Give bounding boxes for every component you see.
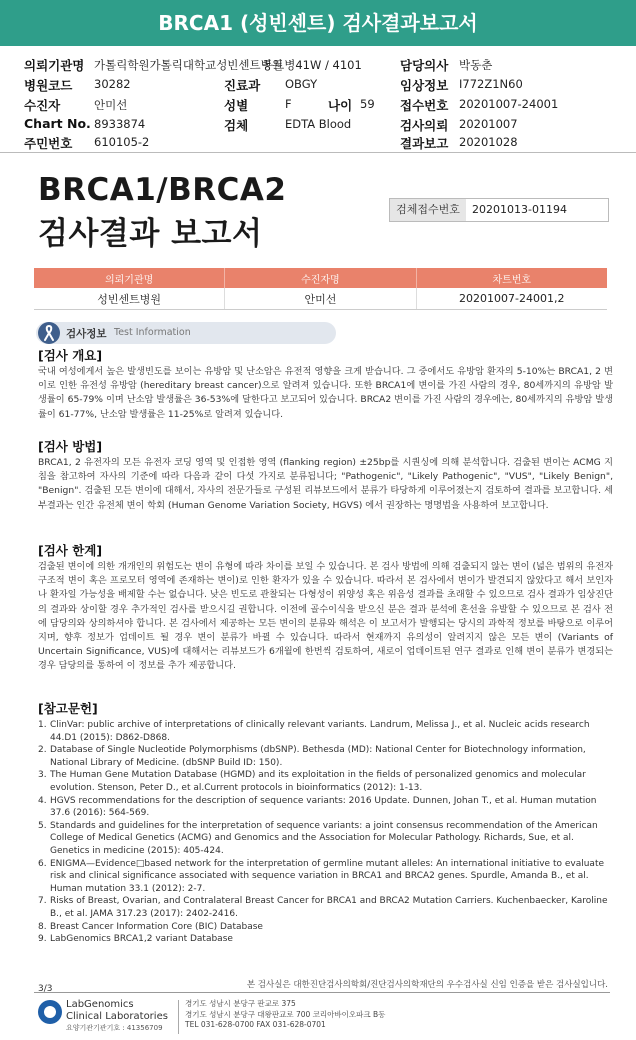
sex-value: F — [285, 97, 292, 111]
specimen-label: 검체 — [224, 118, 249, 133]
header-divider — [0, 152, 636, 153]
list-item: 4. HGVS recommendations for the description of sequence variants: 2016 Update. Dunnen, Johan T., et al. Human mutation 37.6 (2016): 564-569. — [38, 795, 597, 819]
document-title-line2: 검사결과 보고서 — [38, 216, 263, 252]
clinical-info-label: 임상정보 — [400, 78, 449, 93]
table-header-cell: 차트번호 — [416, 268, 607, 288]
rrn-label: 주민번호 — [24, 136, 73, 151]
table-cell: 안미선 — [225, 288, 416, 310]
list-item: 6. ENIGMA—Evidence□based network for the interpretation of germline mutant alleles: An international initiative to evaluate risk and clinical significance associated with sequence variation in BRCA1 and BRCA2 genes. Spurdle, Amanda B., et al. Human mutation 33.1 (2012): 2-7. — [38, 858, 605, 894]
hospital-code-value: 30282 — [94, 77, 131, 91]
document-title — [38, 168, 286, 256]
company-name — [66, 999, 168, 1023]
method-section — [38, 439, 613, 513]
reference-text: Database of Single Nucleotide Polymorphisms (dbSNP). Bethesda (MD): National Center for Biotechnology information, National Library of Medicine. (dbSNP Build ID: 150). — [50, 745, 586, 768]
reference-text: HGVS recommendations for the description of sequence variants: 2016 Update. Dunnen, Johan T., et al. Human mutation 37.6 (2016): 564-569. — [50, 795, 597, 819]
section-title: 검사정보 — [66, 328, 107, 340]
company-name-line1: LabGenomics — [66, 999, 134, 1010]
report-date-label: 결과보고 — [400, 136, 449, 151]
page-number: 3/3 — [38, 984, 53, 994]
doctor-value: 박동춘 — [459, 58, 493, 72]
address-line1: 경기도 성남시 분당구 판교로 375 — [185, 999, 296, 1008]
request-date-label: 검사의뢰 — [400, 118, 449, 133]
institution-value: 가톨릭학원가톨릭대학교성빈센트병원 — [94, 58, 283, 72]
labgenomics-logo-icon — [38, 1000, 62, 1024]
age-label: 나이 — [328, 98, 353, 113]
report-banner-title: BRCA1 (성빈센트) 검사결과보고서 — [0, 0, 636, 46]
list-item: 1. ClinVar: public archive of interpretations of clinically relevant variants. Landrum, Melissa J., et al. Nucleic acids research 44.D1 (2015): D862-D868. — [38, 720, 590, 743]
specimen-value: EDTA Blood — [285, 117, 352, 131]
limitation-body: 검출된 변이에 의한 개개인의 위험도는 변이 유형에 따라 차이를 보일 수 있습니다. 본 검사 방법에 의해 검출되지 않는 변이 (넓은 범위의 유전자 구조적 변이 혹은 프로모터 영역에 존재하는 변이)로 인한 환자가 있을 수 있습니다. 따라서 본 검사에서 변이가 발견되지 않았다고 해서 보인자나 환자일 가능성을 배제할 수는 없습니다. 낮은 빈도로 관찰되는 다형성이 위양성 혹은 위음성 결과를 초래할 수 있으므로 검사 결과가 임상진단의 결과와 상이할 경우 추가적인 검사를 받으시길 권합니다. 이전에 골수이식을 받으신 분은 결과 분석에 혼선을 유발할 수 있으므로 본 검사 전에 담당의와 상의하셔야 합니다. 본 검사에서 제공하는 모든 변이의 분류와 해석은 이 보고서가 발행되는 당시의 과학적 정보를 바탕으로 이루어지며, 향후 정보가 업데이트 될 경우 변이 분류가 바뀔 수 있습니다. 따라서 현재까지 유의성이 알려지지 않은 모든 변이 (Variants of Uncertain Significance, VUS)에 대해서는 리뷰보드가 6개월에 한번씩 검토하여, 새로이 업데이트된 연구 결과로 인해 변이 분류가 변경되는 경우 담당의를 통하여 이 정보를 추가 제공합니다. — [38, 561, 613, 672]
table-header-row — [34, 268, 607, 288]
table-cell: 20201007-24001,2 — [416, 288, 607, 310]
accession-box — [389, 198, 609, 222]
chart-no-value: 8933874 — [94, 117, 146, 131]
references-heading: [참고문헌] — [38, 701, 98, 716]
list-item: 5. Standards and guidelines for the interpretation of sequence variants: a joint consensus recommendation of the American College of Medical Genetics (ACMG) and Genomics and the Association for Molecular Pathology. Richards, Sue, et al. Genetics in medicine (2015): 405-424. — [38, 820, 598, 856]
address-line2: 경기도 성남시 분당구 대왕판교로 700 코리아바이오파크 B동 — [185, 1009, 386, 1019]
footer-vertical-divider — [178, 1000, 179, 1034]
age-value: 59 — [360, 97, 375, 111]
list-item: 9. LabGenomics BRCA1,2 variant Database — [38, 934, 233, 945]
patient-value: 안미선 — [94, 98, 128, 112]
dept-label: 진료과 — [224, 78, 261, 93]
receipt-value: 20201007-24001 — [459, 97, 559, 111]
table-row — [34, 288, 607, 310]
chart-no-label: Chart No. — [24, 116, 91, 131]
method-heading: [검사 방법] — [38, 439, 103, 454]
clinical-info-value: I772Z1N60 — [459, 77, 523, 91]
dept-value: OBGY — [285, 77, 318, 91]
ward-value: 동트병41W / 4101 — [262, 58, 362, 72]
company-name-line2: Clinical Laboratories — [66, 1011, 168, 1022]
accession-label: 검체접수번호 — [390, 199, 466, 221]
section-subtitle: Test Information — [114, 327, 191, 338]
ribbon-icon — [38, 322, 60, 344]
reference-text: LabGenomics BRCA1,2 variant Database — [50, 934, 233, 945]
document-title-line1: BRCA1/BRCA2 — [38, 172, 287, 208]
hospital-code-label: 병원코드 — [24, 78, 73, 93]
references-section — [38, 701, 613, 946]
company-address — [185, 999, 385, 1031]
certification-note: 본 검사실은 대한진단검사의학회/진단검사의학재단의 우수검사실 신임 인증을 받은 검사실입니다. — [246, 980, 608, 990]
list-item: 8. Breast Cancer Information Core (BIC) Database — [38, 921, 263, 932]
overview-section — [38, 348, 613, 422]
institution-code: 요양기관기관기호 : 41356709 — [66, 1024, 163, 1032]
institution-label: 의뢰기관명 — [24, 58, 85, 73]
sex-label: 성별 — [224, 98, 249, 113]
overview-heading: [검사 개요] — [38, 348, 103, 363]
reference-text: Risks of Breast, Ovarian, and Contralateral Breast Cancer for BRCA1 and BRCA2 Mutation Carriers. Kuchenbaecker, Karoline B., et al. JAMA 317.23 (2017): 2402-2416. — [50, 896, 608, 919]
reference-text: The Human Gene Mutation Database (HGMD) and its exploitation in the fields of personalized genomics and molecular evolution. Stenson, Peter D., et al.Current protocols in bioinformatics (2012): 1-13. — [50, 770, 586, 793]
patient-label: 수진자 — [24, 98, 61, 113]
list-item: 2. Database of Single Nucleotide Polymorphisms (dbSNP). Bethesda (MD): National Center for Biotechnology information, National Library of Medicine. (dbSNP Build ID: 150). — [38, 745, 586, 768]
table-cell: 성빈센트병원 — [34, 288, 225, 310]
reference-text: Breast Cancer Information Core (BIC) Database — [50, 921, 263, 932]
request-date-value: 20201007 — [459, 117, 518, 131]
rrn-value: 610105-2 — [94, 135, 150, 149]
report-date-value: 20201028 — [459, 135, 518, 149]
table-header-cell: 의뢰기관명 — [34, 268, 225, 288]
method-body: BRCA1, 2 유전자의 모든 유전자 코딩 영역 및 인접한 영역 (flanking region) ±25bp를 시퀀싱에 의해 분석합니다. 검출된 변이는 ACMG 지침을 참고하여 자사의 기준에 따라 다음과 같이 다섯 가지로 분류됩니다; "Pathogenic", "Likely Pathogenic", "VUS", "Likely Benign", "Benign". 검출된 모든 변이에 대해서, 자사의 전문가들로 구성된 리뷰보드에서 분류가 타당하게 이루어졌는지 검토하여 결과를 보고합니다. 세부결과는 인간 유전체 변이 학회 (Human Genome Variation Society, HGVS) 에서 권장하는 명명법을 사용하여 보고합니다. — [38, 457, 613, 511]
limitation-section — [38, 543, 613, 674]
list-item: 7. Risks of Breast, Ovarian, and Contralateral Breast Cancer for BRCA1 and BRCA2 Mutation Carriers. Kuchenbaecker, Karoline B., et al. JAMA 317.23 (2017): 2402-2416. — [38, 896, 608, 919]
receipt-label: 접수번호 — [400, 98, 449, 113]
footer-divider — [34, 992, 610, 993]
reference-text: Standards and guidelines for the interpretation of sequence variants: a joint consensus recommendation of the American College of Medical Genetics (ACMG) and Genomics and the Association for Molecular Pathology. Richards, Sue, et al. Genetics in medicine (2015): 405-424. — [50, 820, 598, 856]
accession-value: 20201013-01194 — [472, 203, 567, 216]
list-item: 3. The Human Gene Mutation Database (HGMD) and its exploitation in the fields of personalized genomics and molecular evolution. Stenson, Peter D., et al.Current protocols in bioinformatics (2012): 1-13. — [38, 770, 586, 793]
doctor-label: 담당의사 — [400, 58, 449, 73]
address-line3: TEL 031-628-0700 FAX 031-628-0701 — [185, 1020, 326, 1029]
table-header-cell: 수진자명 — [225, 268, 416, 288]
reference-text: ClinVar: public archive of interpretations of clinically relevant variants. Landrum, Melissa J., et al. Nucleic acids research 44.D1 (2015): D862-D868. — [50, 720, 590, 743]
patient-summary-table — [34, 268, 607, 310]
limitation-heading: [검사 한계] — [38, 543, 103, 558]
references-list — [38, 719, 613, 946]
overview-body: 국내 여성에게서 높은 발생빈도를 보이는 유방암 및 난소암은 유전적 영향을 크게 받습니다. 그 중에서도 유방암 환자의 5-10%는 BRCA1, 2 변이로 인한 유전성 유방암 (hereditary breast cancer)으로 알려져 있습니다. 또한 BRCA1에 변이를 가진 사람의 경우, 80세까지의 유방암 발생률이 65-79% 이며 난소암 발생률은 36-53%에 달한다고 보고되어 있습니다. BRCA2 변이를 가진 사람의 경우에는, 80세까지의 유방암 발생률이 61-77%, 난소암 발생률은 11-25%로 알려져 있습니다. — [38, 366, 613, 420]
report-header — [24, 50, 624, 150]
reference-text: ENIGMA—Evidence□based network for the interpretation of germline mutant alleles: An international initiative to evaluate risk and clinical significance associated with sequence variation in BRCA1 and BRCA2 genes. Spurdle, Amanda B., et al. Human mutation 33.1 (2012): 2-7. — [50, 858, 605, 894]
test-information-bar — [36, 322, 336, 344]
